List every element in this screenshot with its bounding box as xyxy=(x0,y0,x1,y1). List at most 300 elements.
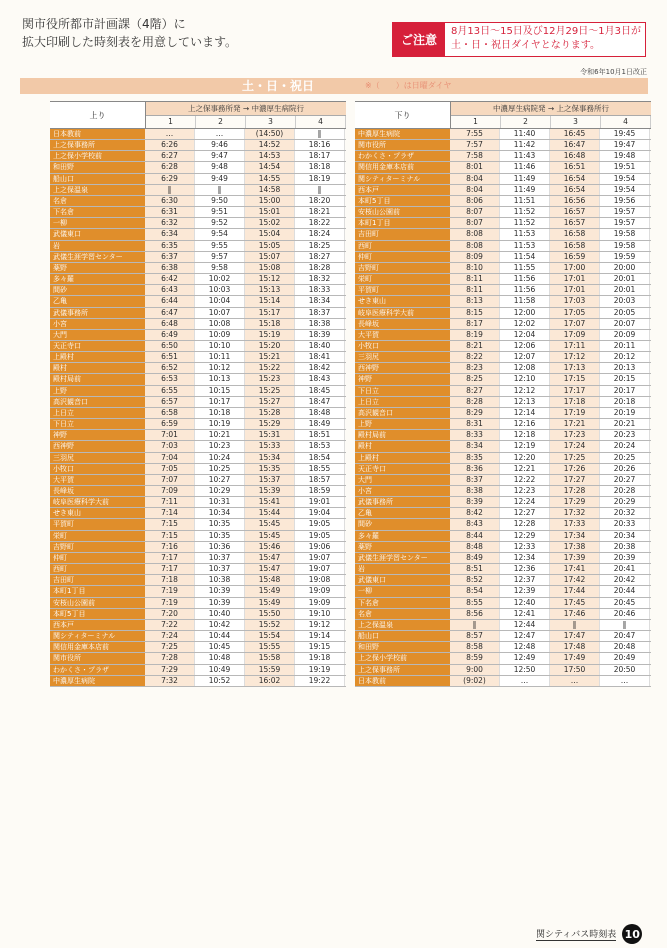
table-row xyxy=(355,162,651,173)
departure-time: 8:31 xyxy=(450,419,500,429)
departure-time: 17:09 xyxy=(550,330,600,340)
departure-time: 6:35 xyxy=(145,241,195,251)
stop-name: 殿村 xyxy=(355,441,450,451)
table-row xyxy=(50,241,346,252)
stop-name: 関市役所 xyxy=(355,140,450,150)
departure-time: 7:04 xyxy=(145,453,195,463)
table-row xyxy=(355,508,651,519)
departure-time: 8:34 xyxy=(450,441,500,451)
departure-time: 7:11 xyxy=(145,497,195,507)
departure-time: 19:15 xyxy=(295,642,345,652)
departure-time: 17:46 xyxy=(550,609,600,619)
table-row xyxy=(355,274,651,285)
departure-time: 8:38 xyxy=(450,486,500,496)
table-row xyxy=(50,620,346,631)
departure-time: 10:49 xyxy=(195,665,245,675)
departure-time: 17:42 xyxy=(550,575,600,585)
table-row xyxy=(355,531,651,542)
departure-time: 10:40 xyxy=(195,609,245,619)
departure-time: 18:33 xyxy=(295,285,345,295)
departure-time: 15:28 xyxy=(245,408,295,418)
table-row xyxy=(355,341,651,352)
departure-time: 15:14 xyxy=(245,296,295,306)
departure-time: 8:22 xyxy=(450,352,500,362)
table-row xyxy=(355,676,651,687)
departure-time: 16:51 xyxy=(550,162,600,172)
stop-name: 和田野 xyxy=(50,162,145,172)
departure-time: 20:32 xyxy=(600,508,650,518)
departure-time: 18:51 xyxy=(295,430,345,440)
departure-time: 15:00 xyxy=(245,196,295,206)
stop-name: 薬野 xyxy=(355,542,450,552)
table-row xyxy=(50,330,346,341)
stop-name: 中濃厚生病院 xyxy=(355,129,450,139)
stop-name: 吉野町 xyxy=(355,263,450,273)
departure-time: 16:02 xyxy=(245,676,295,686)
departure-time: 7:29 xyxy=(145,665,195,675)
departure-time: 19:09 xyxy=(295,586,345,596)
departure-time: 20:03 xyxy=(600,296,650,306)
departure-time: 19:12 xyxy=(295,620,345,630)
table-row xyxy=(50,308,346,319)
departure-time: 10:18 xyxy=(195,408,245,418)
table-row xyxy=(355,497,651,508)
departure-time: 8:29 xyxy=(450,408,500,418)
departure-time: 19:05 xyxy=(295,531,345,541)
departure-time: 15:48 xyxy=(245,575,295,585)
stop-name: 上之保小学校前 xyxy=(355,653,450,663)
page-footer xyxy=(536,924,642,944)
stop-name: 上殿村 xyxy=(355,453,450,463)
departure-time: 11:52 xyxy=(500,218,550,228)
table-row xyxy=(50,285,346,296)
stop-name: 間砂 xyxy=(50,285,145,295)
departure-time: ‖ xyxy=(450,620,500,630)
departure-time: 19:09 xyxy=(295,598,345,608)
departure-time: 8:11 xyxy=(450,274,500,284)
stop-name: 関信用金庫本店前 xyxy=(50,642,145,652)
page-number: 10 xyxy=(622,924,642,944)
departure-time: 9:46 xyxy=(195,140,245,150)
departure-time: 15:22 xyxy=(245,363,295,373)
table-row xyxy=(355,174,651,185)
departure-time: 20:24 xyxy=(600,441,650,451)
table-row xyxy=(355,441,651,452)
stop-name: 中濃厚生病院 xyxy=(50,676,145,686)
departure-time: 12:29 xyxy=(500,531,550,541)
stop-name: 武儀東口 xyxy=(355,575,450,585)
departure-time: 10:10 xyxy=(195,341,245,351)
departure-time: 19:08 xyxy=(295,575,345,585)
page-header xyxy=(0,0,667,62)
table-row xyxy=(355,665,651,676)
departure-time: 19:06 xyxy=(295,542,345,552)
departure-time: 10:27 xyxy=(195,475,245,485)
trip-number: 1 xyxy=(146,116,196,128)
departure-time: 17:23 xyxy=(550,430,600,440)
table-row xyxy=(50,218,346,229)
departure-time: 12:37 xyxy=(500,575,550,585)
departure-time: 8:44 xyxy=(450,531,500,541)
departure-time: 11:53 xyxy=(500,229,550,239)
departure-time: 8:15 xyxy=(450,308,500,318)
stop-name: 上殿村 xyxy=(50,352,145,362)
departure-time: 12:44 xyxy=(500,620,550,630)
departure-time: 18:40 xyxy=(295,341,345,351)
departure-time: 10:44 xyxy=(195,631,245,641)
table-row xyxy=(50,162,346,173)
departure-time: 17:01 xyxy=(550,285,600,295)
departure-time: 8:42 xyxy=(450,508,500,518)
departure-time: 15:23 xyxy=(245,374,295,384)
departure-time: 6:32 xyxy=(145,218,195,228)
departure-time: 14:58 xyxy=(245,185,295,195)
stop-name: 上野 xyxy=(355,419,450,429)
departure-time: 15:39 xyxy=(245,486,295,496)
departure-time: 15:52 xyxy=(245,620,295,630)
departure-time: 19:07 xyxy=(295,564,345,574)
departure-time: 7:17 xyxy=(145,553,195,563)
departure-time: 15:58 xyxy=(245,653,295,663)
departure-time: 20:28 xyxy=(600,486,650,496)
departure-time: 7:01 xyxy=(145,430,195,440)
departure-time: 10:09 xyxy=(195,330,245,340)
departure-time: 18:48 xyxy=(295,408,345,418)
table-row xyxy=(355,207,651,218)
departure-time: 15:54 xyxy=(245,631,295,641)
departure-time: 12:02 xyxy=(500,319,550,329)
departure-time: 6:55 xyxy=(145,386,195,396)
stop-name: 関シティターミナル xyxy=(50,631,145,641)
departure-time: 17:01 xyxy=(550,274,600,284)
table-row xyxy=(50,676,346,687)
departure-time: 17:25 xyxy=(550,453,600,463)
stop-name: 一柳 xyxy=(50,218,145,228)
departure-time: 15:18 xyxy=(245,319,295,329)
stop-name: 西町 xyxy=(50,564,145,574)
departure-time: 19:57 xyxy=(600,207,650,217)
departure-time: 10:21 xyxy=(195,430,245,440)
trip-number: 3 xyxy=(246,116,296,128)
departure-time: 19:56 xyxy=(600,196,650,206)
departure-time: 17:48 xyxy=(550,642,600,652)
stop-name: 西本戸 xyxy=(50,620,145,630)
departure-time: 19:14 xyxy=(295,631,345,641)
departure-time: 8:13 xyxy=(450,296,500,306)
table-row xyxy=(355,218,651,229)
departure-time: 17:24 xyxy=(550,441,600,451)
departure-time: 18:18 xyxy=(295,162,345,172)
notice-line: 土・日・祝日ダイヤとなります。 xyxy=(451,40,600,51)
departure-time: 18:45 xyxy=(295,386,345,396)
departure-time: 12:33 xyxy=(500,542,550,552)
departure-time: 7:14 xyxy=(145,508,195,518)
departure-time: 11:42 xyxy=(500,140,550,150)
departure-time: 12:16 xyxy=(500,419,550,429)
table-row xyxy=(355,352,651,363)
departure-time: 18:24 xyxy=(295,229,345,239)
departure-time: 15:01 xyxy=(245,207,295,217)
departure-time: 10:52 xyxy=(195,676,245,686)
stop-name: 安桜山公園前 xyxy=(50,598,145,608)
departure-time: 9:48 xyxy=(195,162,245,172)
stop-name: 上野 xyxy=(50,386,145,396)
departure-time: 20:23 xyxy=(600,430,650,440)
table-row xyxy=(50,441,346,452)
table-row xyxy=(355,598,651,609)
stop-name: 本町1丁目 xyxy=(50,586,145,596)
intro-line: 関市役所都市計画課（4階）に xyxy=(22,17,186,31)
departure-time: 7:55 xyxy=(450,129,500,139)
departure-time: 15:13 xyxy=(245,285,295,295)
departure-time: 10:11 xyxy=(195,352,245,362)
departure-time: 10:03 xyxy=(195,285,245,295)
stop-name: 殿村 xyxy=(50,363,145,373)
departure-time: 8:08 xyxy=(450,241,500,251)
notice-box xyxy=(392,22,646,57)
departure-time: 18:27 xyxy=(295,252,345,262)
stop-name: 吉田町 xyxy=(50,575,145,585)
departure-time: 15:35 xyxy=(245,464,295,474)
departure-time: 16:54 xyxy=(550,185,600,195)
departure-time: 15:17 xyxy=(245,308,295,318)
table-row xyxy=(355,330,651,341)
table-row xyxy=(355,185,651,196)
table-row xyxy=(355,363,651,374)
departure-time: 17:19 xyxy=(550,408,600,418)
stop-name: 仲町 xyxy=(355,252,450,262)
departure-time: … xyxy=(145,129,195,139)
departure-time: 20:44 xyxy=(600,586,650,596)
departure-time: 10:29 xyxy=(195,486,245,496)
departure-time: 16:48 xyxy=(550,151,600,161)
table-row xyxy=(50,631,346,642)
departure-time: 10:13 xyxy=(195,374,245,384)
departure-time: 11:56 xyxy=(500,285,550,295)
departure-time: 19:22 xyxy=(295,676,345,686)
departure-time: 17:39 xyxy=(550,553,600,563)
stop-name: 天正寺口 xyxy=(355,464,450,474)
departure-time: 7:58 xyxy=(450,151,500,161)
stop-name: 本町1丁目 xyxy=(355,218,450,228)
departure-time: 8:48 xyxy=(450,542,500,552)
departure-time: 20:47 xyxy=(600,631,650,641)
departure-time: 7:03 xyxy=(145,441,195,451)
departure-time: 15:47 xyxy=(245,564,295,574)
stop-name: 西本戸 xyxy=(355,185,450,195)
notice-label: ご注意 xyxy=(393,23,445,56)
table-row xyxy=(50,519,346,530)
departure-time: 11:54 xyxy=(500,252,550,262)
departure-time: 10:39 xyxy=(195,598,245,608)
departure-time: 20:29 xyxy=(600,497,650,507)
departure-time: 8:17 xyxy=(450,319,500,329)
departure-time: 12:14 xyxy=(500,408,550,418)
stop-name: 船山口 xyxy=(50,174,145,184)
departure-time: 6:38 xyxy=(145,263,195,273)
direction-label: 下り xyxy=(355,102,451,128)
departure-time: ‖ xyxy=(600,620,650,630)
departure-time: 9:51 xyxy=(195,207,245,217)
table-row xyxy=(355,140,651,151)
table-row xyxy=(355,229,651,240)
stop-name: 武儀東口 xyxy=(50,229,145,239)
stop-name: 武儀生涯学習センター xyxy=(50,252,145,262)
departure-time: 16:57 xyxy=(550,207,600,217)
table-row xyxy=(50,363,346,374)
departure-time: 14:52 xyxy=(245,140,295,150)
departure-time: 18:42 xyxy=(295,363,345,373)
table-row xyxy=(50,274,346,285)
table-row xyxy=(50,464,346,475)
schedule-band xyxy=(20,78,648,94)
departure-time: 17:11 xyxy=(550,341,600,351)
departure-time: 12:20 xyxy=(500,453,550,463)
departure-time: 15:34 xyxy=(245,453,295,463)
departure-time: 8:10 xyxy=(450,263,500,273)
stop-name: 下日立 xyxy=(355,386,450,396)
departure-time: 8:06 xyxy=(450,196,500,206)
table-row xyxy=(50,296,346,307)
departure-time: 9:54 xyxy=(195,229,245,239)
departure-time: 15:05 xyxy=(245,241,295,251)
table-row xyxy=(355,620,651,631)
departure-time: 12:28 xyxy=(500,519,550,529)
stop-name: 小宮 xyxy=(355,486,450,496)
departure-time: 18:43 xyxy=(295,374,345,384)
stop-name: 下名倉 xyxy=(355,598,450,608)
departure-time: 15:33 xyxy=(245,441,295,451)
departure-time: 18:22 xyxy=(295,218,345,228)
stop-name: 日本教前 xyxy=(50,129,145,139)
table-row xyxy=(50,196,346,207)
departure-time: 19:04 xyxy=(295,508,345,518)
stop-name: 上之保温泉 xyxy=(355,620,450,630)
departure-time: 8:59 xyxy=(450,653,500,663)
stop-name: 武儀生涯学習センター xyxy=(355,553,450,563)
table-row xyxy=(50,140,346,151)
departure-time: 19:57 xyxy=(600,218,650,228)
departure-time: (14:50) xyxy=(245,129,295,139)
table-row xyxy=(50,352,346,363)
departure-time: 15:20 xyxy=(245,341,295,351)
departure-time: 15:07 xyxy=(245,252,295,262)
departure-time: … xyxy=(550,676,600,686)
departure-time: 6:57 xyxy=(145,397,195,407)
departure-time: 12:40 xyxy=(500,598,550,608)
departure-time: 10:15 xyxy=(195,386,245,396)
trip-number: 2 xyxy=(196,116,246,128)
stop-name: 上之保小学校前 xyxy=(50,151,145,161)
departure-time: 8:19 xyxy=(450,330,500,340)
departure-time: 19:18 xyxy=(295,653,345,663)
departure-time: 7:24 xyxy=(145,631,195,641)
departure-time: 15:59 xyxy=(245,665,295,675)
departure-time: 19:47 xyxy=(600,140,650,150)
departure-time: 8:28 xyxy=(450,397,500,407)
table-row xyxy=(355,263,651,274)
table-row xyxy=(50,497,346,508)
departure-time: 19:45 xyxy=(600,129,650,139)
stop-name: 平賀町 xyxy=(50,519,145,529)
table-body xyxy=(50,129,346,687)
departure-time: 12:08 xyxy=(500,363,550,373)
table-row xyxy=(50,374,346,385)
stop-name: 神野 xyxy=(355,374,450,384)
schedule-title: 土・日・祝日 xyxy=(242,79,315,93)
stop-name: 大門 xyxy=(50,330,145,340)
departure-time: 12:41 xyxy=(500,609,550,619)
departure-time: 6:30 xyxy=(145,196,195,206)
departure-time: 8:09 xyxy=(450,252,500,262)
departure-time: 18:16 xyxy=(295,140,345,150)
table-row xyxy=(50,642,346,653)
departure-time: 20:12 xyxy=(600,352,650,362)
departure-time: 18:39 xyxy=(295,330,345,340)
departure-time: 16:45 xyxy=(550,129,600,139)
departure-time: 18:34 xyxy=(295,296,345,306)
departure-time: 11:58 xyxy=(500,296,550,306)
departure-time: 9:52 xyxy=(195,218,245,228)
table-row xyxy=(50,609,346,620)
departure-time: 19:58 xyxy=(600,241,650,251)
departure-time: 12:12 xyxy=(500,386,550,396)
departure-time: 18:41 xyxy=(295,352,345,362)
table-row xyxy=(50,263,346,274)
departure-time: 17:15 xyxy=(550,374,600,384)
departure-time: 12:34 xyxy=(500,553,550,563)
departure-time: 20:33 xyxy=(600,519,650,529)
table-row xyxy=(355,486,651,497)
departure-time: 10:37 xyxy=(195,564,245,574)
departure-time: 6:26 xyxy=(145,140,195,150)
departure-time: 20:45 xyxy=(600,598,650,608)
departure-time: 17:13 xyxy=(550,363,600,373)
stop-name: 長峰坂 xyxy=(355,319,450,329)
departure-time: 9:55 xyxy=(195,241,245,251)
departure-time: 15:50 xyxy=(245,609,295,619)
stop-name: 岩 xyxy=(50,241,145,251)
table-row xyxy=(50,453,346,464)
departure-time: 19:01 xyxy=(295,497,345,507)
departure-time: 15:04 xyxy=(245,229,295,239)
stop-name: 下日立 xyxy=(50,419,145,429)
stop-name: 本町5丁目 xyxy=(355,196,450,206)
departure-time: 19:59 xyxy=(600,252,650,262)
departure-time: 6:50 xyxy=(145,341,195,351)
stop-name: 岐阜医療科学大前 xyxy=(50,497,145,507)
departure-time: 11:53 xyxy=(500,241,550,251)
departure-time: 19:05 xyxy=(295,519,345,529)
departure-time: 18:19 xyxy=(295,174,345,184)
departure-time: ‖ xyxy=(195,185,245,195)
stop-name: 上日立 xyxy=(355,397,450,407)
stop-name: 多々羅 xyxy=(50,274,145,284)
departure-time: 12:06 xyxy=(500,341,550,351)
departure-time: 8:35 xyxy=(450,453,500,463)
departure-time: 6:28 xyxy=(145,162,195,172)
departure-time: 16:58 xyxy=(550,229,600,239)
departure-time: 6:34 xyxy=(145,229,195,239)
departure-time: 8:04 xyxy=(450,174,500,184)
departure-time: 10:36 xyxy=(195,542,245,552)
trip-number: 4 xyxy=(296,116,346,128)
table-row xyxy=(50,564,346,575)
departure-time: 19:10 xyxy=(295,609,345,619)
departure-time: 8:36 xyxy=(450,464,500,474)
departure-time: 15:02 xyxy=(245,218,295,228)
departure-time: 7:22 xyxy=(145,620,195,630)
